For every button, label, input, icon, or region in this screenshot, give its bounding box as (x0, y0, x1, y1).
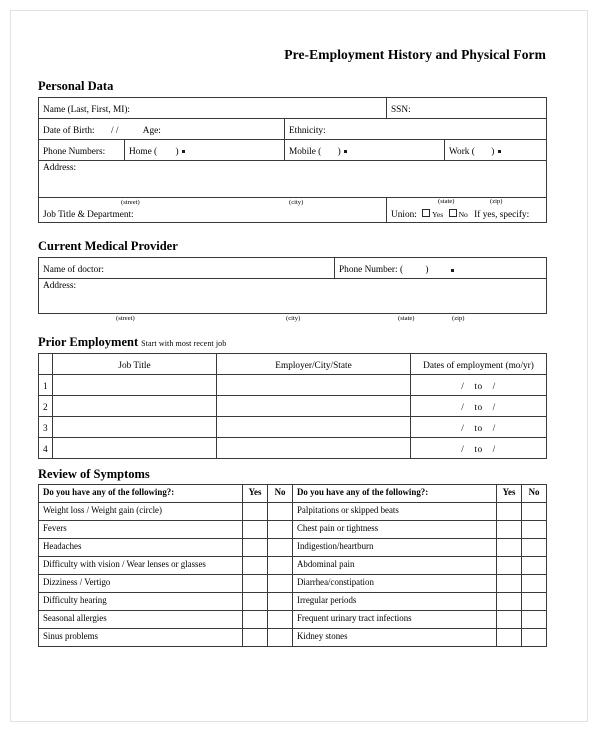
employment-row-number: 2 (39, 395, 53, 416)
doctor-phone-paren-close: ) (425, 265, 429, 276)
symptom-no-box[interactable] (268, 610, 293, 628)
address-cell[interactable] (39, 160, 547, 197)
union-specify-label: If yes, specify: (474, 209, 530, 220)
symptom-no-box[interactable] (268, 538, 293, 556)
phone-dash-icon (498, 150, 501, 153)
symptom-no-box[interactable] (268, 556, 293, 574)
union-cell[interactable] (387, 197, 547, 223)
home-phone-label: Home ( (129, 146, 158, 157)
date-from-slash: / (461, 424, 465, 435)
job-title-header: Job Title (53, 353, 217, 374)
date-end-slash: / (492, 382, 496, 393)
union-label: Union: (391, 209, 417, 220)
table-row (39, 592, 547, 610)
symptom-yes-box[interactable] (497, 502, 522, 520)
dates-input[interactable] (411, 437, 547, 458)
employer-header: Employer/City/State (217, 353, 411, 374)
table-row (39, 279, 547, 314)
state-caption: (state) (398, 315, 415, 323)
symptom-yes-box[interactable] (497, 610, 522, 628)
address-captions-right (391, 198, 542, 209)
symptom-label-left: Sinus problems (39, 628, 243, 646)
table-row (39, 610, 547, 628)
job-title-input[interactable] (53, 395, 217, 416)
symptom-yes-box[interactable] (243, 610, 268, 628)
work-paren-close: ) (491, 146, 495, 157)
job-title-label: Job Title & Department: (43, 209, 134, 220)
ssn-field-cell[interactable] (387, 97, 547, 118)
table-row (39, 574, 547, 592)
street-caption: (street) (121, 198, 140, 206)
table-row (39, 628, 547, 646)
zip-caption: (zip) (490, 197, 503, 205)
employment-row-number: 1 (39, 374, 53, 395)
prior-employment-table (38, 353, 547, 459)
date-to-label: to (474, 445, 483, 456)
dob-age-cell[interactable] (39, 118, 285, 139)
employer-input[interactable] (217, 374, 411, 395)
work-phone-cell[interactable] (445, 139, 547, 160)
symptom-yes-box[interactable] (497, 556, 522, 574)
dates-input[interactable] (411, 374, 547, 395)
symptom-yes-box[interactable] (497, 538, 522, 556)
union-no-checkbox[interactable] (449, 209, 457, 217)
dob-slashes: / / (110, 125, 119, 136)
dates-header: Dates of employment (mo/yr) (411, 353, 547, 374)
prior-employment-subheading: Start with most recent job (141, 339, 227, 349)
date-to-label: to (474, 382, 483, 393)
symptoms-right-no-header: No (522, 484, 547, 502)
table-row (39, 197, 547, 223)
symptom-label-left: Difficulty with vision / Wear lenses or glasses (39, 556, 243, 574)
mobile-phone-cell[interactable] (285, 139, 445, 160)
doctor-phone-label: Phone Number: ( (339, 265, 404, 276)
home-paren-close: ) (175, 146, 179, 157)
ethnicity-cell[interactable] (285, 118, 547, 139)
doctor-name-cell[interactable] (39, 258, 335, 279)
personal-data-heading-text: Personal Data (38, 78, 114, 93)
symptom-label-left: Seasonal allergies (39, 610, 243, 628)
phone-dash-icon (344, 150, 347, 153)
symptoms-right-yes-header: Yes (497, 484, 522, 502)
symptom-label-left: Dizziness / Vertigo (39, 574, 243, 592)
symptom-no-box[interactable] (522, 502, 547, 520)
section-heading-personal-data (38, 80, 548, 94)
doctor-phone-cell[interactable] (335, 258, 547, 279)
symptom-label-right: Chest pain or tightness (293, 520, 497, 538)
symptom-no-box[interactable] (268, 592, 293, 610)
date-end-slash: / (492, 445, 496, 456)
doctor-name-label: Name of doctor: (43, 265, 104, 276)
table-row (39, 416, 547, 437)
job-title-cell[interactable] (39, 197, 387, 223)
dates-input[interactable] (411, 416, 547, 437)
symptom-no-box[interactable] (522, 538, 547, 556)
job-title-input[interactable] (53, 416, 217, 437)
symptom-label-right: Palpitations or skipped beats (293, 502, 497, 520)
age-label: Age: (142, 125, 161, 136)
name-field-cell[interactable] (39, 97, 387, 118)
phone-numbers-label-cell (39, 139, 125, 160)
zip-caption: (zip) (452, 315, 465, 323)
employer-input[interactable] (217, 395, 411, 416)
job-title-input[interactable] (53, 437, 217, 458)
table-row (39, 502, 547, 520)
date-from-slash: / (461, 382, 465, 393)
table-row (39, 258, 547, 279)
symptom-no-box[interactable] (522, 592, 547, 610)
symptom-yes-box[interactable] (243, 538, 268, 556)
provider-address-cell[interactable] (39, 279, 547, 314)
union-yes-label: Yes (432, 209, 444, 219)
phone-numbers-label: Phone Numbers: (43, 146, 106, 157)
symptom-label-left: Difficulty hearing (39, 592, 243, 610)
employer-input[interactable] (217, 437, 411, 458)
mobile-phone-label: Mobile ( (289, 146, 322, 157)
union-yes-checkbox[interactable] (422, 209, 430, 217)
date-to-label: to (474, 403, 483, 414)
symptom-label-left: Weight loss / Weight gain (circle) (39, 502, 243, 520)
state-caption: (state) (438, 197, 455, 205)
symptom-yes-box[interactable] (497, 628, 522, 646)
symptom-yes-box[interactable] (243, 556, 268, 574)
symptoms-right-header: Do you have any of the following?: (293, 484, 497, 502)
table-row (39, 97, 547, 118)
form-content (38, 0, 548, 647)
employment-num-header (39, 353, 53, 374)
symptom-yes-box[interactable] (243, 502, 268, 520)
symptom-yes-box[interactable] (497, 592, 522, 610)
symptom-yes-box[interactable] (243, 628, 268, 646)
symptom-yes-box[interactable] (497, 574, 522, 592)
symptom-label-right: Abdominal pain (293, 556, 497, 574)
work-phone-label: Work ( (449, 146, 475, 157)
table-row (39, 118, 547, 139)
table-row (39, 437, 547, 458)
symptom-label-right: Kidney stones (293, 628, 497, 646)
review-of-symptoms-table (38, 484, 547, 647)
symptom-no-box[interactable] (268, 628, 293, 646)
section-heading-review-of-symptoms (38, 468, 548, 482)
table-row (39, 374, 547, 395)
document-title: Pre-Employment History and Physical Form (284, 47, 546, 62)
symptoms-left-header: Do you have any of the following?: (39, 484, 243, 502)
symptom-no-box[interactable] (522, 520, 547, 538)
review-of-symptoms-heading-text: Review of Symptoms (38, 466, 150, 481)
personal-data-table (38, 97, 547, 224)
address-label: Address: (43, 162, 77, 173)
table-row (39, 520, 547, 538)
symptoms-left-no-header: No (268, 484, 293, 502)
symptom-no-box[interactable] (522, 574, 547, 592)
phone-dash-icon (182, 150, 185, 153)
union-no-label: No (458, 209, 468, 219)
city-caption: (city) (286, 315, 301, 323)
symptom-no-box[interactable] (522, 556, 547, 574)
city-caption: (city) (289, 198, 304, 206)
section-heading-medical-provider (38, 240, 548, 254)
prior-employment-heading-text: Prior Employment (38, 335, 139, 350)
dates-input[interactable] (411, 395, 547, 416)
date-from-slash: / (461, 403, 465, 414)
date-to-label: to (474, 424, 483, 435)
symptom-label-left: Fevers (39, 520, 243, 538)
date-from-slash: / (461, 445, 465, 456)
table-row (39, 139, 547, 160)
symptom-no-box[interactable] (522, 610, 547, 628)
symptom-label-left: Headaches (39, 538, 243, 556)
date-end-slash: / (492, 403, 496, 414)
provider-address-captions (38, 315, 546, 326)
symptom-no-box[interactable] (268, 574, 293, 592)
symptom-no-box[interactable] (268, 502, 293, 520)
table-row (39, 556, 547, 574)
symptom-yes-box[interactable] (243, 520, 268, 538)
table-row (39, 538, 547, 556)
address-captions-left (43, 199, 382, 210)
symptom-label-right: Diarrhea/constipation (293, 574, 497, 592)
table-header-row (39, 484, 547, 502)
employment-row-number: 4 (39, 437, 53, 458)
ssn-label: SSN: (391, 104, 411, 115)
mobile-paren-close: ) (337, 146, 341, 157)
ethnicity-label: Ethnicity: (289, 125, 326, 136)
table-header-row (39, 353, 547, 374)
date-end-slash: / (492, 424, 496, 435)
name-label: Name (Last, First, MI): (43, 104, 131, 115)
symptom-no-box[interactable] (268, 520, 293, 538)
symptom-label-right: Irregular periods (293, 592, 497, 610)
employment-row-number: 3 (39, 416, 53, 437)
job-title-input[interactable] (53, 374, 217, 395)
employer-input[interactable] (217, 416, 411, 437)
symptom-no-box[interactable] (522, 628, 547, 646)
symptom-yes-box[interactable] (243, 574, 268, 592)
section-heading-prior-employment (38, 336, 548, 350)
table-row (39, 160, 547, 197)
symptoms-left-yes-header: Yes (243, 484, 268, 502)
symptom-yes-box[interactable] (243, 592, 268, 610)
dob-label: Date of Birth: (43, 125, 95, 136)
symptom-label-right: Indigestion/heartburn (293, 538, 497, 556)
medical-provider-table (38, 257, 547, 314)
medical-provider-heading-text: Current Medical Provider (38, 239, 178, 254)
provider-address-label: Address: (43, 281, 77, 292)
phone-dash-icon (451, 269, 454, 272)
home-phone-cell[interactable] (125, 139, 285, 160)
symptom-label-right: Frequent urinary tract infections (293, 610, 497, 628)
street-caption: (street) (116, 315, 135, 323)
table-row (39, 395, 547, 416)
symptom-yes-box[interactable] (497, 520, 522, 538)
